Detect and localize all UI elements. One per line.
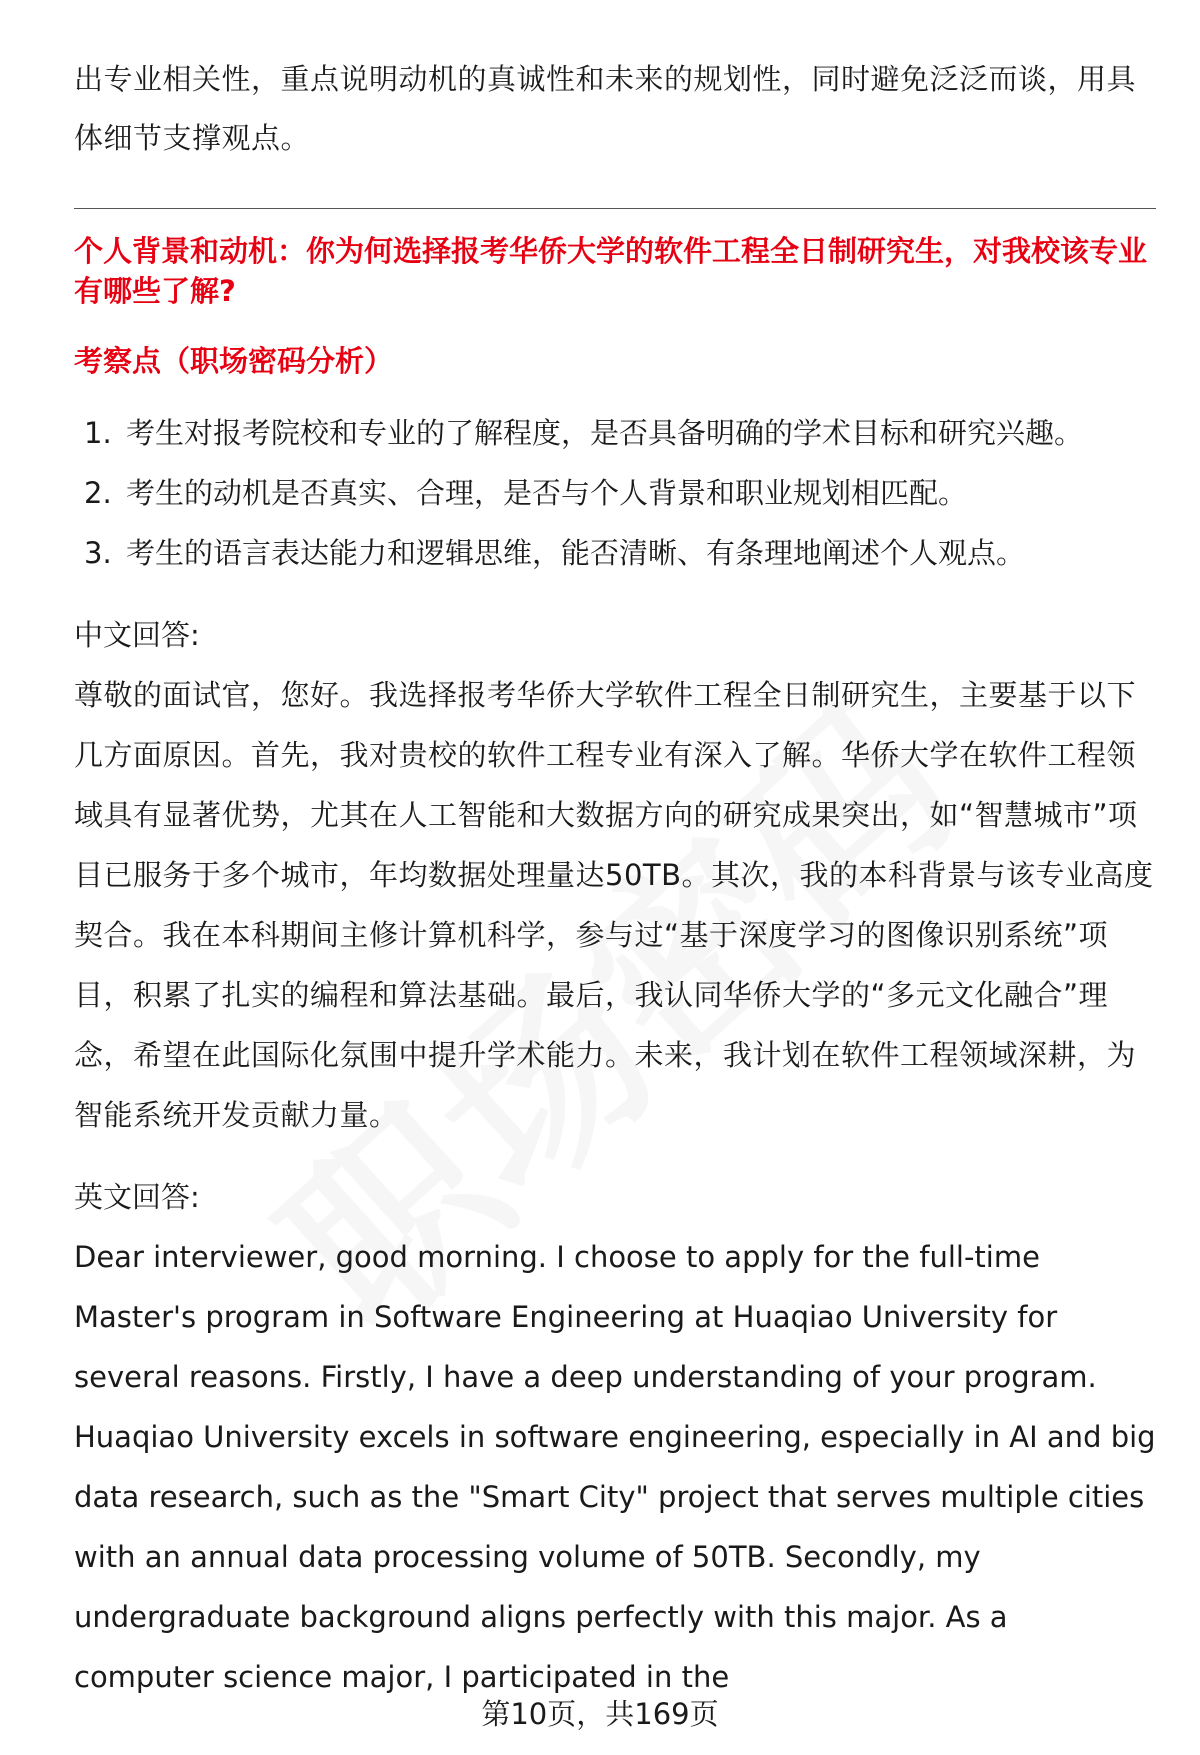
assessment-points-list (74, 403, 1156, 583)
list-item-text: 考生对报考院校和专业的了解程度，是否具备明确的学术目标和研究兴趣。 (126, 416, 1084, 450)
assessment-points-heading: 考察点（职场密码分析） (74, 344, 394, 378)
page-number-footer: 第10页，共169页 (481, 1697, 719, 1731)
question-heading: 个人背景和动机：你为何选择报考华侨大学的软件工程全日制研究生，对我校该专业有哪些了解? (74, 234, 1148, 308)
section-divider (74, 208, 1156, 209)
list-item (74, 463, 1156, 523)
list-item (74, 523, 1156, 583)
list-item-number: 3. (84, 536, 112, 570)
list-item-number: 2. (84, 476, 112, 510)
list-item-text: 考生的语言表达能力和逻辑思维，能否清晰、有条理地阐述个人观点。 (126, 536, 1026, 570)
chinese-answer-text: 尊敬的面试官，您好。我选择报考华侨大学软件工程全日制研究生，主要基于以下几方面原因。首先，我对贵校的软件工程专业有深入了解。华侨大学在软件工程领域具有显著优势，尤其在人工智能和大数据方向的研究成果突出，如“智慧城市”项目已服务于多个城市，年均数据处理量达50TB。其次，我的本科背景与该专业高度契合。我在本科期间主修计算机科学，参与过“基于深度学习的图像识别系统”项目，积累了扎实的编程和算法基础。最后，我认同华侨大学的“多元文化融合”理念，希望在此国际化氛围中提升学术能力。未来，我计划在软件工程领域深耕，为智能系统开发贡献力量。 (74, 678, 1154, 1132)
english-answer-text: Dear interviewer, good morning. I choose to apply for the full-time Master's program in Software Engineering at Huaqiao University for several reasons. Firstly, I have a deep understanding of your program. Huaqiao University excels in software engineering, especially in AI and big data research, such as the "Smart City" project that serves multiple cities with an annual data processing volume of 50TB. Secondly, my undergraduate background aligns perfectly with this major. As a computer science major, I participated in the (74, 1240, 1156, 1694)
english-answer-label: 英文回答: (74, 1180, 200, 1214)
list-item (74, 403, 1156, 463)
list-item-text: 考生的动机是否真实、合理，是否与个人背景和职业规划相匹配。 (126, 476, 968, 510)
page-content (74, 50, 1156, 1707)
intro-paragraph: 出专业相关性，重点说明动机的真诚性和未来的规划性，同时避免泛泛而谈，用具体细节支撑观点。 (74, 62, 1137, 155)
chinese-answer-label: 中文回答: (74, 618, 200, 652)
list-item-number: 1. (84, 416, 112, 450)
